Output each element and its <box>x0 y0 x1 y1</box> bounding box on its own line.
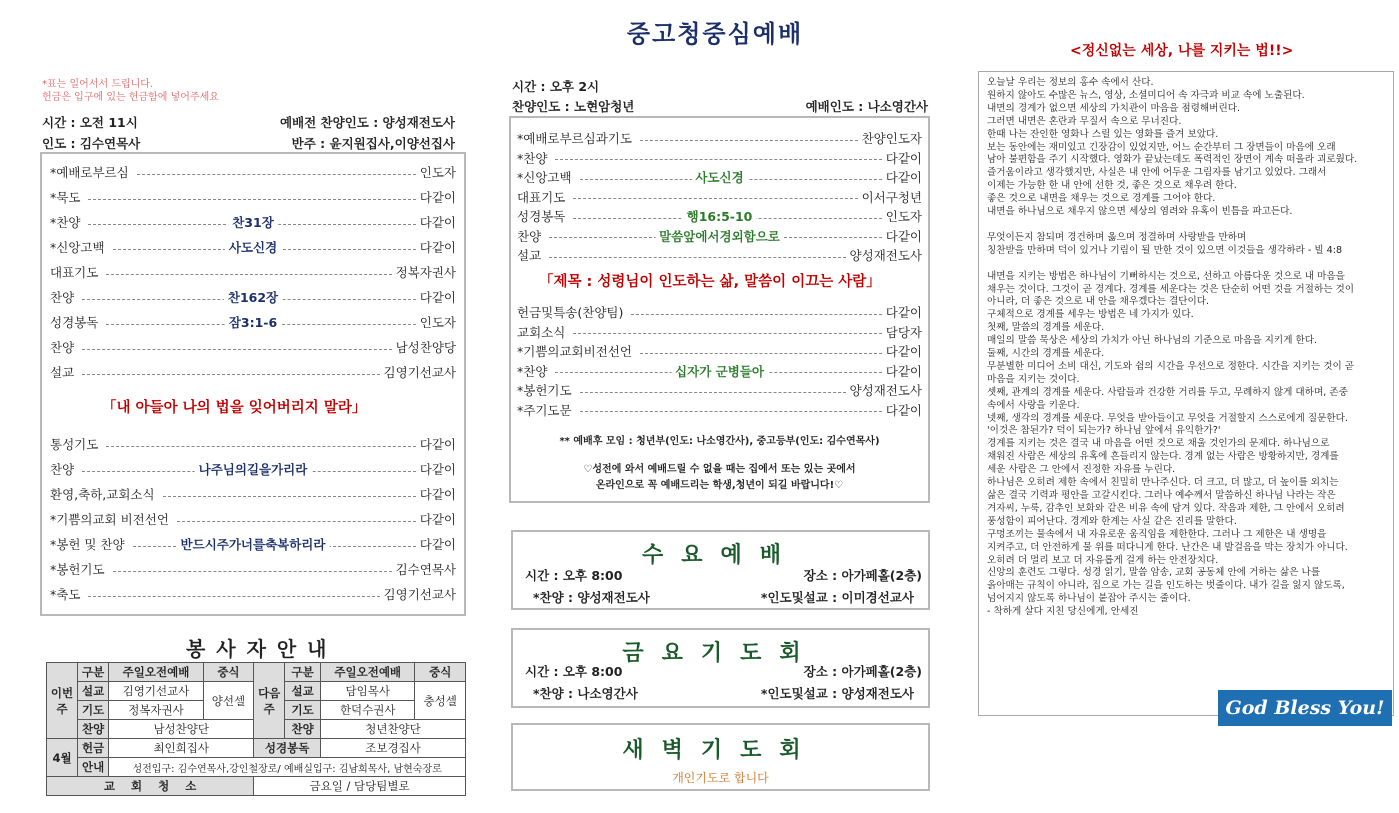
order-person: 남성찬양당 <box>395 340 456 355</box>
essay-line: 삶은 결국 기력과 평안을 고갈시킨다. 그러나 예수께서 말씀하신 하나님 나라는 작은 <box>987 490 1336 501</box>
order-person: 다같이 <box>419 437 456 452</box>
order-person: 다같이 <box>419 512 456 527</box>
order-row <box>517 245 922 265</box>
essay-line: 아니라, 더 좋은 것으로 내 안을 채우겠다는 결단이다. <box>987 296 1210 308</box>
essay-line: 넷째, 생각의 경계를 세운다. 무엇을 받아들이고 무엇을 거절할지 스스로에게 질문한다. <box>987 412 1348 424</box>
order-person: 다같이 <box>885 305 922 320</box>
essay-box <box>978 71 1394 716</box>
table-cell: 기도 <box>285 701 321 720</box>
leader-dots <box>549 257 845 258</box>
order-row <box>517 361 922 381</box>
order-label: 환영,축하,교회소식 <box>50 485 159 503</box>
order-label: *봉헌기도 <box>517 381 576 399</box>
order-row <box>50 212 456 232</box>
order-detail: 말씀앞에서경외함으로 <box>655 227 784 245</box>
col-gubun: 구분 <box>78 663 109 682</box>
essay-line: 내면의 경계가 없으면 세상의 가치관이 마음을 점령해버린다. <box>987 102 1241 114</box>
online-note-1: ♡성전에 와서 예배드릴 수 없을 때는 집에서 또는 있는 곳에서 <box>583 464 856 475</box>
order-label: 찬양 <box>517 227 545 245</box>
volunteer-title: 봉 사 자 안 내 <box>186 637 329 661</box>
order-label: 설교 <box>50 363 78 381</box>
order-row <box>517 380 922 400</box>
table-cell: 설교 <box>78 682 109 701</box>
essay-line: 풍성함이 피어난다. 경계와 한계는 사실 같은 진리를 말한다. <box>987 515 1237 527</box>
friday-time: 시간 : 오후 8:00 <box>525 664 623 679</box>
leader-dots <box>640 140 858 141</box>
wednesday-praise: *찬양 : 양성재전도사 <box>533 590 650 605</box>
order-row <box>50 287 456 307</box>
order-person: 담당자 <box>885 324 922 340</box>
essay-line: 보는 동안에는 재미있고 긴장감이 있었지만, 어느 순간부터 그 장면들이 마음에 오래 <box>987 141 1336 153</box>
essay-line: 옭아매는 규칙이 아니라, 집으로 가는 길을 인도하는 벗줄이다. 내가 길을 잃지 않도록, <box>987 580 1345 592</box>
leader-dots <box>573 333 881 334</box>
order-row <box>50 434 456 454</box>
order-person: 다같이 <box>885 150 922 166</box>
order-label: 통성기도 <box>50 435 102 453</box>
middle-time: 시간 : 오후 2시 <box>512 79 600 94</box>
cleaning-value: 금요일 / 담당팀별로 <box>254 777 466 796</box>
order-person: 인도자 <box>419 315 456 330</box>
leader-dots <box>113 571 392 572</box>
praise-leader: 예배전 찬양인도 : 양성재전도사 <box>279 115 455 130</box>
notice-line-2: 헌금은 입구에 있는 헌금함에 넣어주세요 <box>42 92 219 103</box>
table-cell: 정복자권사 <box>109 701 203 720</box>
lunch-this: 양선셀 <box>203 682 253 720</box>
table-cell: 담임목사 <box>321 682 415 701</box>
order-row <box>50 337 456 357</box>
middle-worship-leader: 예배인도 : 나소영간사 <box>805 99 928 114</box>
order-label: *찬양 <box>50 213 84 231</box>
volunteer-table <box>46 662 466 796</box>
leader-dots <box>106 446 415 447</box>
essay-line: 내면을 하나님으로 채우지 않으면 세상의 염려와 유혹이 빈틈을 파고든다. <box>987 206 1293 218</box>
essay-line: 채우는 것이다. 그것이 곧 경계다. 경계를 세운다는 것은 단순히 어떤 것을 거절하는 것이 <box>987 283 1355 295</box>
order-row <box>517 400 922 420</box>
order-person: 정복자권사 <box>395 265 456 280</box>
leader-dots <box>82 374 379 375</box>
online-note-2: 온라인으로 꼭 예배드리는 학생,청년이 되길 바랍니다!♡ <box>595 480 844 491</box>
essay-line <box>987 258 1385 271</box>
wednesday-preach: *인도및설교 : 이미경선교사 <box>760 590 914 605</box>
page-title: 중고청중심예배 <box>626 20 804 48</box>
essay-line: 세운 사람은 그 안에서 진정한 자유를 누린다. <box>987 464 1176 476</box>
order-row <box>50 459 456 479</box>
order-detail: 십자가 군병들아 <box>671 362 768 380</box>
order-detail: 나주님의길을가리라 <box>195 460 312 478</box>
notice <box>42 78 219 104</box>
time: 시간 : 오전 11시 <box>42 115 138 130</box>
reading-value: 조보경집사 <box>321 739 466 758</box>
essay-line: 이제는 가능한 한 내 안에 선한 것, 좋은 것으로 채우려 한다. <box>987 180 1237 192</box>
order-label: 대표기도 <box>50 263 102 281</box>
accompanist: 반주 : 윤지원집사,이양선집사 <box>291 136 455 151</box>
order-person: 양성재전도사 <box>849 248 922 263</box>
essay-title: <정신없는 세상, 나를 지키는 법!!> <box>1070 43 1294 59</box>
order-detail: 사도신경 <box>691 168 747 186</box>
order-person: 다같이 <box>419 240 456 255</box>
leader-dots <box>106 274 391 275</box>
order-label: 찬양 <box>50 288 78 306</box>
order-person: 다같이 <box>419 290 456 305</box>
order-label: *봉헌기도 <box>50 560 109 578</box>
leader-dots <box>88 199 415 200</box>
order-label: *예배로부르심과기도 <box>517 129 636 147</box>
wednesday-box <box>511 530 930 610</box>
order-label: 성경봉독 <box>517 207 569 225</box>
essay-line: 채워진 사람은 세상의 유혹에 흔들리지 않는다. 경계 없는 사람은 방황하지만, 경계를 <box>987 451 1339 463</box>
order-label: *신앙고백 <box>50 238 109 256</box>
order-row <box>50 584 456 604</box>
order-row <box>517 187 922 207</box>
order-label: *축도 <box>50 585 84 603</box>
order-row <box>517 148 922 168</box>
dawn-title: 새벽기도회 <box>622 738 819 763</box>
friday-title: 금요기도회 <box>622 641 819 666</box>
leader-dots <box>88 596 379 597</box>
order-person: 인도자 <box>885 209 922 224</box>
order-row <box>50 262 456 282</box>
order-label: 찬양 <box>50 460 78 478</box>
essay-line: 속에서 사랑을 키운다. <box>987 399 1080 411</box>
order-label: *봉헌 및 찬양 <box>50 535 129 553</box>
essay-line: 셋째, 관계의 경계를 세운다. 사람들과 건강한 거리를 두고, 무례하지 않게 대하며, 존중 <box>987 386 1348 398</box>
god-bless-you-badge: God Bless You! <box>1218 690 1392 726</box>
essay-line: '이것은 참된가? 덕이 되는가? 하나님 앞에서 유익한가?' <box>987 425 1221 437</box>
notice-line-1: *표는 일어서서 드립니다. <box>42 79 154 90</box>
guide-value: 성전입구: 김수연목사,강인철장로/ 예배실입구: 김남희목사, 남현숙장로 <box>109 758 466 777</box>
order-label: *예배로부르심 <box>50 163 133 181</box>
table-cell: 기도 <box>78 701 109 720</box>
this-week-label: 이번주 <box>47 663 78 739</box>
wednesday-place: 장소 : 아가페홀(2층) <box>803 568 922 583</box>
leader-dots <box>555 159 881 160</box>
offering-label: 헌금 <box>78 739 109 758</box>
leader-dots <box>82 349 391 350</box>
order-row <box>517 128 922 148</box>
essay-line: 칭찬받을 만하며 덕이 있거나 기림이 될 만한 것이 있으면 이것들을 생각하라 - 빌 4:8 <box>987 244 1343 256</box>
table-cell: 찬양 <box>78 720 109 739</box>
order-row <box>517 226 922 246</box>
order-person: 다같이 <box>419 215 456 230</box>
order-row <box>50 362 456 382</box>
order-person: 김영기선교사 <box>383 587 456 602</box>
leader: 인도 : 김수연목사 <box>42 136 141 151</box>
essay-line: 내면을 지키는 방법은 하나님이 기뻐하시는 것으로, 선하고 아름다운 것으로 내 마음을 <box>987 270 1345 282</box>
essay-line: 무엇이든지 참되며 경건하며 옳으며 정결하며 사랑받을 만하며 <box>987 231 1247 243</box>
col-morning-2: 주일오전예배 <box>321 663 415 682</box>
essay-line: 하나님은 오히려 제한 속에서 친밀히 만나주신다. 더 크고, 더 많고, 더 높이를 외치는 <box>987 477 1339 489</box>
leader-dots <box>177 521 416 522</box>
friday-box <box>511 628 930 708</box>
leader-dots <box>580 392 846 393</box>
order-label: 성경봉독 <box>50 313 102 331</box>
order-label: 설교 <box>517 246 545 264</box>
essay-line: 지켜주고, 더 안전하게 물 위를 떠다니게 한다. 난간은 내 발걸음을 막는 장치가 아니다. <box>987 541 1348 553</box>
order-row <box>50 509 456 529</box>
order-row <box>517 322 922 342</box>
friday-praise: *찬양 : 나소영간사 <box>533 686 638 701</box>
order-row <box>517 167 922 187</box>
order-person: 다같이 <box>885 170 922 185</box>
order-person: 찬양인도자 <box>861 131 922 146</box>
friday-place: 장소 : 아가페홀(2층) <box>803 664 922 679</box>
order-row <box>50 559 456 579</box>
table-cell: 김영기선교사 <box>109 682 203 701</box>
order-person: 다같이 <box>885 363 922 379</box>
essay-line: 첫째, 말씀의 경계를 세운다. <box>987 322 1105 334</box>
order-person: 김영기선교사 <box>383 365 456 380</box>
essay-line: 경계를 지키는 것은 결국 내 마음을 어떤 것으로 채울 것인가의 문제다. 하나님으로 <box>987 438 1330 450</box>
essay-line: 원하지 않아도 수많은 뉴스, 영상, 소셜미디어 속 자극과 비교 속에 노출된다. <box>987 89 1305 101</box>
order-row <box>50 312 456 332</box>
order-row <box>517 341 922 361</box>
col-lunch: 중식 <box>203 663 253 682</box>
reading-label: 성경봉독 <box>254 739 321 758</box>
order-detail: 사도신경 <box>225 238 281 256</box>
order-label: 교회소식 <box>517 323 569 341</box>
essay-line: 좋은 것으로 내면을 채우는 것으로 경계를 그어야 한다. <box>987 193 1216 205</box>
order-detail: 잠3:1-6 <box>225 313 281 331</box>
order-person: 다같이 <box>885 402 922 418</box>
guide-label: 안내 <box>78 758 109 777</box>
leader-dots <box>580 411 882 412</box>
order-row <box>50 484 456 504</box>
sermon-title: 「내 아들아 나의 법을 잊어버리지 말라」 <box>102 400 367 416</box>
col-morning: 주일오전예배 <box>109 663 203 682</box>
col-gubun-2: 구분 <box>285 663 321 682</box>
order-label: *묵도 <box>50 188 84 206</box>
after-service-note: ** 예배후 모임 : 청년부(인도: 나소영간사), 중고등부(인도: 김수연목사) <box>559 436 880 447</box>
wednesday-time: 시간 : 오후 8:00 <box>525 568 623 583</box>
order-person: 이서구청년 <box>861 189 922 205</box>
order-row <box>50 534 456 554</box>
order-person: 다같이 <box>419 537 456 552</box>
essay-line: 한때 나는 잔인한 영화나 스릴 있는 영화를 즐겨 보았다. <box>987 128 1219 140</box>
essay-line: 그러면 내면은 혼란과 무질서 속으로 무너진다. <box>987 115 1182 127</box>
essay-line: 오늘날 우리는 정보의 홍수 속에서 산다. <box>987 77 1154 88</box>
order-person: 다같이 <box>419 462 456 477</box>
essay-line: 매일의 말씀 묵상은 세상의 가치가 아닌 하나님의 기준으로 마음을 지키게 한다. <box>987 335 1318 347</box>
table-cell: 남성찬양단 <box>109 720 254 739</box>
next-week-label: 다음주 <box>254 663 285 739</box>
middle-praise-leader: 찬양인도 : 노현암청년 <box>512 99 635 114</box>
essay-line: - 착하게 살다 지친 당신에게, 안세진 <box>987 606 1139 618</box>
order-label: *주기도문 <box>517 401 576 419</box>
offering-value: 최인희집사 <box>109 739 254 758</box>
order-label: 찬양 <box>50 338 78 356</box>
cleaning-label: 교 회 청 소 <box>47 777 254 796</box>
col-lunch-2: 중식 <box>415 663 466 682</box>
essay-line: 오히려 더 멀리 보고 더 자유롭게 걸게 하는 안전장치다. <box>987 554 1219 566</box>
essay-line: 겨자씨, 누룩, 감추인 보화와 같은 비유 속에 담겨 있다. 작음과 제한, 그 안에서 오히려 <box>987 502 1345 514</box>
essay-line: 남아 불편함을 주기 시작했다. 영화가 끝났는데도 폭력적인 장면이 계속 떠올라 괴로웠다. <box>987 154 1358 166</box>
lunch-next: 충성셀 <box>415 682 466 720</box>
order-person: 다같이 <box>419 487 456 502</box>
wednesday-title: 수요예배 <box>641 543 799 568</box>
order-person: 김수연목사 <box>395 562 456 577</box>
dawn-box <box>511 723 930 791</box>
morning-order-box <box>40 152 466 616</box>
table-cell: 한덕수권사 <box>321 701 415 720</box>
essay-line: 마음을 지키는 것이다. <box>987 373 1080 385</box>
order-label: *신앙고백 <box>517 168 576 186</box>
essay-line: 신앙의 훈련도 그렇다. 성경 읽기, 말씀 암송, 교회 공동체 안에 거하는 삶은 나를 <box>987 567 1321 579</box>
table-cell: 설교 <box>285 682 321 701</box>
table-cell: 청년찬양단 <box>321 720 466 739</box>
dawn-subtitle: 개인기도로 합니다 <box>672 771 769 785</box>
order-person: 다같이 <box>419 190 456 205</box>
order-detail: 찬31장 <box>228 213 278 231</box>
order-person: 양성재전도사 <box>849 383 922 398</box>
order-label: *찬양 <box>517 362 551 380</box>
leader-dots <box>573 198 857 199</box>
essay-line: 구멍조끼는 물속에서 내 자유로운 움직임을 제한한다. 그러나 그 제한은 내 생명을 <box>987 528 1327 540</box>
order-person: 다같이 <box>885 344 922 359</box>
essay-line: 둘째, 시간의 경계를 세운다. <box>987 348 1105 360</box>
leader-dots <box>631 314 881 315</box>
order-row <box>50 162 456 182</box>
order-row <box>517 206 922 226</box>
april-label: 4월 <box>47 739 78 777</box>
order-detail: 찬162장 <box>224 288 282 306</box>
order-label: *기쁨의교회 비전선언 <box>50 510 173 528</box>
order-person: 다같이 <box>885 228 922 244</box>
order-label: *찬양 <box>517 149 551 167</box>
essay-line: 즐거움이라고 생각했지만, 사실은 내 안에 어두운 그림자를 남기고 있었다. 그래서 <box>987 167 1327 179</box>
essay-line: 무분별한 미디어 소비 대신, 기도와 쉼의 시간을 우선으로 정한다. 시간을 지키는 것이 곧 <box>987 360 1355 372</box>
order-row <box>517 302 922 322</box>
friday-preach: *인도및설교 : 양성재전도사 <box>760 686 914 701</box>
order-detail: 행16:5-10 <box>683 207 757 225</box>
order-label: 대표기도 <box>517 188 569 206</box>
order-row <box>50 237 456 257</box>
leader-dots <box>163 496 416 497</box>
leader-dots <box>640 353 882 354</box>
afternoon-order-box <box>509 116 930 503</box>
leader-dots <box>137 174 416 175</box>
essay-line: 넘어지지 않도록 하나님이 붙잡아 주시는 줄이다. <box>987 593 1191 605</box>
middle-sermon-title: 「제목 : 성령님이 인도하는 삶, 말씀이 이끄는 사람」 <box>539 274 881 290</box>
essay-line <box>987 219 1385 232</box>
order-detail: 반드시주가너를축복하리라 <box>177 535 330 553</box>
order-person: 인도자 <box>419 165 456 180</box>
table-cell: 찬양 <box>285 720 321 739</box>
order-label: *기쁨의교회비전선언 <box>517 342 636 360</box>
essay-line: 구체적으로 경계를 세우는 방법은 네 가지가 있다. <box>987 309 1194 321</box>
order-label: 헌금및특송(찬양팀) <box>517 303 627 321</box>
order-row <box>50 187 456 207</box>
